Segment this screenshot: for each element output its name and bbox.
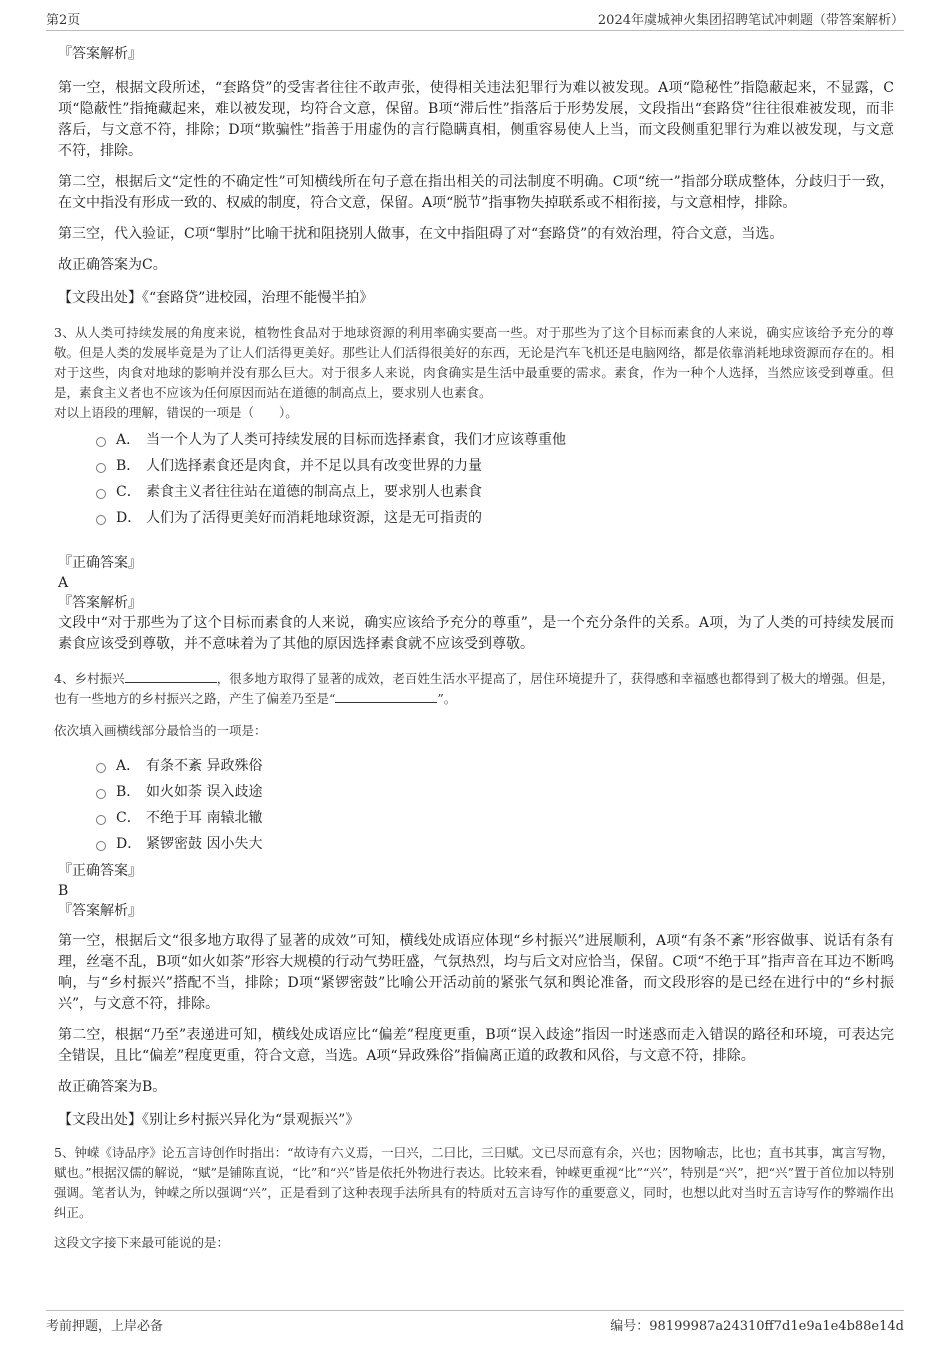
fill-blank (125, 669, 217, 683)
page-number: 第2页 (46, 13, 81, 28)
analysis-paragraph: 第一空，根据文段所述，“套路贷”的受害者往往不敢声张，使得相关违法犯罪行为难以被发现。A项“隐秘性”指隐蔽起来，不显露，C项“隐蔽性”指掩藏起来，难以被发现，均符合文意，保留。B项“滞后性”指落后于形势发展，文段指出“套路贷”往往很难被发现，而非落后，与文意不符，排除；D项“欺骗性”指善于用虚伪的言行隐瞒真相，侧重容易使人上当，而文段侧重犯罪行为难以被发现，与文意不符，排除。 (58, 80, 894, 159)
option-c[interactable]: C． 素食主义者往往站在道德的制高点上，要求别人也素食 (96, 479, 894, 505)
radio-button-icon[interactable] (96, 841, 106, 851)
analysis-paragraph: 文段中“对于那些为了这个目标而素食的人来说，确实应该给予充分的尊重”，是一个充分条件的关系。A项，为了人类的可持续发展而素食应该受到尊敬，并不意味着为了其他的原因选择素食就不应该受到尊敬。 (58, 615, 894, 652)
option-a[interactable]: A． 有条不紊 异政殊俗 (96, 753, 894, 779)
source-citation: 【文段出处】《别让乡村振兴异化为“景观振兴”》 (58, 1112, 360, 1128)
document-code: 编号：98199987a24310ff7d1e9a1e4b88e14d (610, 1319, 904, 1334)
fill-blank (335, 689, 437, 703)
question-prompt: 对以上语段的理解，错误的一项是（ ）。 (54, 405, 298, 420)
radio-button-icon[interactable] (96, 763, 106, 773)
analysis-paragraph: 第三空，代入验证，C项“掣肘”比喻干扰和阻挠别人做事，在文中指阻碍了对“套路贷”的有效治理，符合文意，当选。 (58, 226, 784, 242)
document-title: 2024年虞城神火集团招聘笔试冲刺题（带答案解析） (597, 13, 904, 28)
correct-answer-label: 『正确答案』 (58, 863, 142, 879)
page-header (46, 6, 904, 31)
analysis-label: 『答案解析』 (58, 903, 142, 919)
analysis-label: 『答案解析』 (58, 595, 142, 611)
correct-answer-value: B (58, 883, 69, 899)
question-stem: 4、乡村振兴 ，很多地方取得了显著的成效，老百姓生活水平提高了，居住环境提升了，获得感和幸福感也都得到了极大的增强。但是，也有一些地方的乡村振兴之路，产生了偏差乃至是“ ”。 (54, 671, 894, 706)
analysis-paragraph: 第二空，根据“乃至”表递进可知，横线处成语应比“偏差”程度更重，B项“误入歧途”指因一时迷惑而走入错误的路径和环境，可表达完全错误，且比“偏差”程度更重，符合文意，当选。A项“异政殊俗”指偏离正道的政教和风俗，与文意不符，排除。 (58, 1027, 894, 1064)
radio-button-icon[interactable] (96, 437, 106, 447)
analysis-paragraph: 第二空，根据后文“定性的不确定性”可知横线所在句子意在指出相关的司法制度不明确。C项“统一”指部分联成整体，分歧归于一致，在文中指没有形成一致的、权威的制度，符合文意，保留。A项“脱节”指事物失掉联系或不相衔接，与文意相悖，排除。 (58, 174, 894, 211)
correct-answer-statement: 故正确答案为C。 (58, 257, 167, 273)
page-footer (46, 1310, 904, 1337)
correct-answer-statement: 故正确答案为B。 (58, 1079, 167, 1095)
option-d[interactable]: D． 紧锣密鼓 因小失大 (96, 831, 894, 857)
option-c[interactable]: C． 不绝于耳 南辕北辙 (96, 805, 894, 831)
option-a[interactable]: A． 当一个人为了人类可持续发展的目标而选择素食，我们才应该尊重他 (96, 427, 894, 453)
correct-answer-label: 『正确答案』 (58, 555, 142, 571)
source-citation: 【文段出处】《“套路贷”进校园，治理不能慢半拍》 (58, 290, 374, 306)
analysis-paragraph: 第一空，根据后文“很多地方取得了显著的成效”可知，横线处成语应体现“乡村振兴”进展顺利，A项“有条不紊”形容做事、说话有条有理，丝毫不乱，B项“如火如荼”形容大规模的行动气势旺盛，气氛热烈，均与后文对应恰当，保留。C项“不绝于耳”指声音在耳边不断鸣响，与“乡村振兴”搭配不当，排除；D项“紧锣密鼓”比喻公开活动前的紧张气氛和舆论准备，而文段形容的是已经在进行中的“乡村振兴”，与文意不符，排除。 (58, 933, 894, 1012)
option-b[interactable]: B． 人们选择素食还是肉食，并不足以具有改变世界的力量 (96, 453, 894, 479)
question-prompt: 依次填入画横线部分最恰当的一项是： (54, 723, 267, 738)
footer-slogan: 考前押题，上岸必备 (46, 1319, 164, 1334)
radio-button-icon[interactable] (96, 489, 106, 499)
radio-button-icon[interactable] (96, 515, 106, 525)
radio-button-icon[interactable] (96, 815, 106, 825)
question-stem: 3、从人类可持续发展的角度来说，植物性食品对于地球资源的利用率确实要高一些。对于那些为了这个目标而素食的人来说，确实应该给予充分的尊敬。但是人类的发展毕竟是为了让人们活得更美好。那些让人们活得很美好的东西，无论是汽车飞机还是电脑网络，都是依靠消耗地球资源而存在的。相对于这些，肉食对地球的影响并没有那么巨大。对于很多人来说，肉食确实是生活中最重要的需求。素食，作为一种个人选择，当然应该受到尊重。但是，素食主义者也不应该为任何原因而站在道德的制高点上，要求别人也素食。 (54, 325, 894, 400)
radio-button-icon[interactable] (96, 789, 106, 799)
analysis-label: 『答案解析』 (58, 46, 142, 62)
correct-answer-value: A (58, 575, 69, 591)
option-list (96, 753, 894, 857)
option-list (96, 427, 894, 531)
radio-button-icon[interactable] (96, 463, 106, 473)
question-prompt: 这段文字接下来最可能说的是： (54, 1235, 230, 1250)
option-b[interactable]: B． 如火如荼 误入歧途 (96, 779, 894, 805)
page-content (54, 44, 894, 1253)
question-stem: 5、钟嵘《诗品序》论五言诗创作时指出：“故诗有六义焉，一曰兴，二曰比，三曰赋。文已尽而意有余，兴也；因物喻志，比也；直书其事，寓言写物，赋也。”根据汉儒的解说，“赋”是铺陈直说，“比”和“兴”皆是依托外物进行表达。比较来看，钟嵘更重视“比”“兴”，特别是“兴”，把“兴”置于首位加以特别强调。笔者认为，钟嵘之所以强调“兴”，正是看到了这种表现手法所具有的特质对五言诗写作的重要意义，同时，也想以此对当时五言诗写作的弊端作出纠正。 (54, 1145, 894, 1220)
option-d[interactable]: D． 人们为了活得更美好而消耗地球资源，这是无可指责的 (96, 505, 894, 531)
